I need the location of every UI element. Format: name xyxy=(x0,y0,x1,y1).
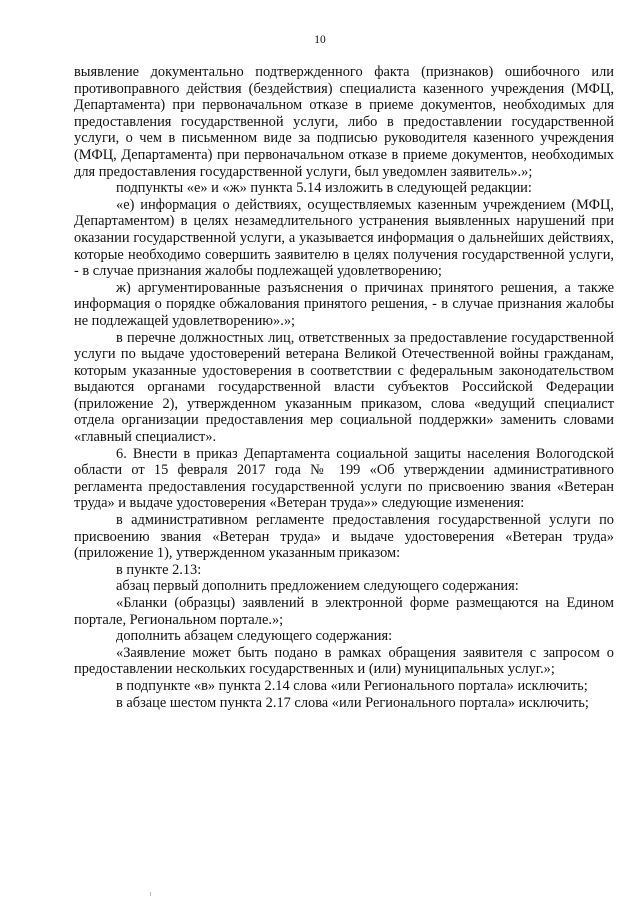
document-body xyxy=(74,64,614,711)
paragraph: ж) аргументированные разъяснения о причинах принятого решения, а также информация о порядке обжалования принятого решения, - в случае признания жалобы не подлежащей удовлетворению».»; xyxy=(74,279,614,329)
paragraph: в подпункте «в» пункта 2.14 слова «или Регионального портала» исключить; xyxy=(116,677,588,694)
paragraph-continuation: выявление документально подтвержденного факта (признаков) ошибочного или противоправного действия (бездействия) специалиста казенного учреждения (МФЦ, Департамента) при первоначальном отказе в приеме документов, необходимых для предоставления государственной услуги, либо в предоставлении государственной услуги, о чем в письменном виде за подписью руководителя казенного учреждения (МФЦ, Департамента) при первоначальном отказе в приеме документов, необходимых для предоставления государственной услуги, был уведомлен заявитель».»; xyxy=(74,64,614,180)
paragraph: «Бланки (образцы) заявлений в электронной форме размещаются на Едином портале, Региональном портале.»; xyxy=(74,595,614,628)
paragraph: в перечне должностных лиц, ответственных за предоставление государственной услуги по выдаче удостоверений ветерана Великой Отечественной войны гражданам, которым указанные удостоверения в соответствии с федеральным законодательством выдаются органами государственной власти субъектов Российской Федерации (приложение 2), утвержденном указанным приказом, слова «ведущий специалист отдела организации предоставления мер социальной поддержки» заменить словами «главный специалист». xyxy=(74,329,614,446)
paragraph: «Заявление может быть подано в рамках обращения заявителя с запросом о предоставлении нескольких государственных и (или) муниципальных услуг.»; xyxy=(74,644,614,678)
paragraph: «е) информация о действиях, осуществляемых казенным учреждением (МФЦ, Департаментом) в целях незамедлительного устранения выявленных нарушений при оказании государственной услуги, а указывается информация о дальнейших действиях, которые необходимо совершить заявителю в целях получения государственной услуги, - в случае признания жалобы подлежащей удовлетворению; xyxy=(74,196,614,280)
paragraph: в абзаце шестом пункта 2.17 слова «или Регионального портала» исключить; xyxy=(116,694,589,711)
paragraph: дополнить абзацем следующего содержания: xyxy=(116,628,393,645)
paragraph: абзац первый дополнить предложением следующего содержания: xyxy=(116,578,519,595)
paragraph: в пункте 2.13: xyxy=(116,561,202,578)
paragraph: в административном регламенте предоставления государственной услуги по присвоению звания «Ветеран труда» и выдаче удостоверения «Ветеран труда» (приложение 1), утвержденном указанным приказом: xyxy=(74,512,614,562)
scan-mark xyxy=(150,892,151,896)
page-number: 10 xyxy=(314,34,326,46)
paragraph: 6. Внести в приказ Департамента социальной защиты населения Вологодской области от 15 февраля 2017 года № 199 «Об утверждении административного регламента предоставления государственной услуги по присвоению звания «Ветеран труда» и выдаче удостоверения «Ветеран труда»» следующие изменения: xyxy=(74,445,614,512)
paragraph: подпункты «е» и «ж» пункта 5.14 изложить в следующей редакции: xyxy=(116,180,532,197)
